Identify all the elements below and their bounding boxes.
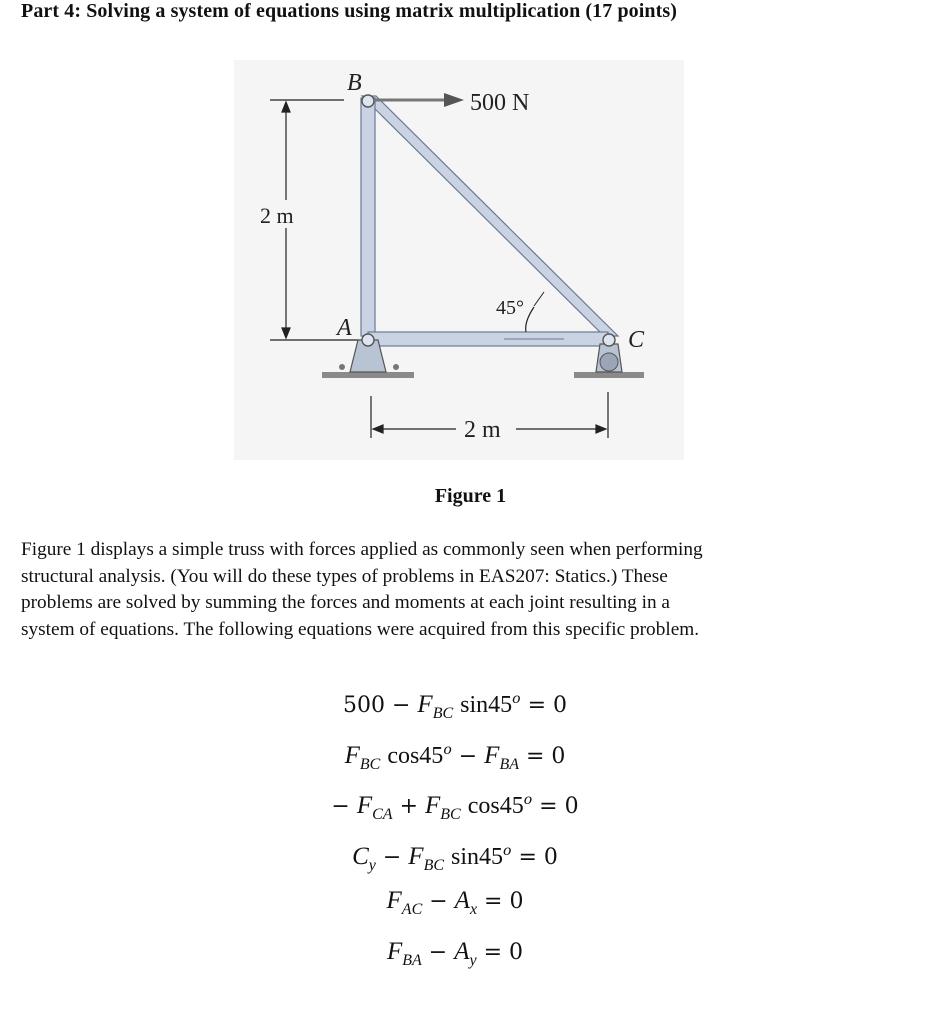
paragraph-line: system of equations. The following equations were acquired from this specific problem. (21, 618, 700, 640)
width-label: 2 m (464, 417, 501, 443)
equation: $C_y - F_{BC}$ $\sin 45^o = 0$ (352, 842, 558, 874)
page-title: Part 4: Solving a system of equations using matrix multiplication (17 points) (21, 0, 678, 22)
equation: $F_{BC}$ $\cos 45^o - F_{BA} = 0$ (344, 741, 566, 773)
joint-b (362, 95, 374, 107)
figure-caption: Figure 1 (434, 485, 507, 507)
truss-figure (234, 60, 684, 460)
equation-list (0, 678, 910, 982)
description-paragraph (21, 537, 901, 643)
paragraph-line: structural analysis. (You will do these types of problems in EAS207: Statics.) These (21, 565, 668, 587)
paragraph-line: problems are solved by summing the forces and moments at each joint resulting in a (21, 592, 670, 613)
force-label: 500 N (470, 90, 530, 116)
label-a: A (337, 315, 352, 341)
label-b: B (347, 70, 362, 96)
label-c: C (628, 327, 645, 353)
height-label: 2 m (260, 203, 294, 228)
paragraph-line: Figure 1 displays a simple truss with forces applied as commonly seen when performing (21, 539, 703, 560)
equation: $F_{AC} - A_x = 0$ (386, 887, 524, 919)
member-ba (361, 98, 375, 336)
equation: − $F_{CA} + F_{BC}$ $\cos 45^o = 0$ (331, 792, 579, 824)
member-ac (368, 332, 608, 346)
equation: $F_{BA} - A_y = 0$ (386, 937, 524, 969)
equation: $500 - F_{BC}$ $\sin 45^o = 0$ (342, 691, 568, 722)
angle-label: 45° (496, 297, 524, 319)
